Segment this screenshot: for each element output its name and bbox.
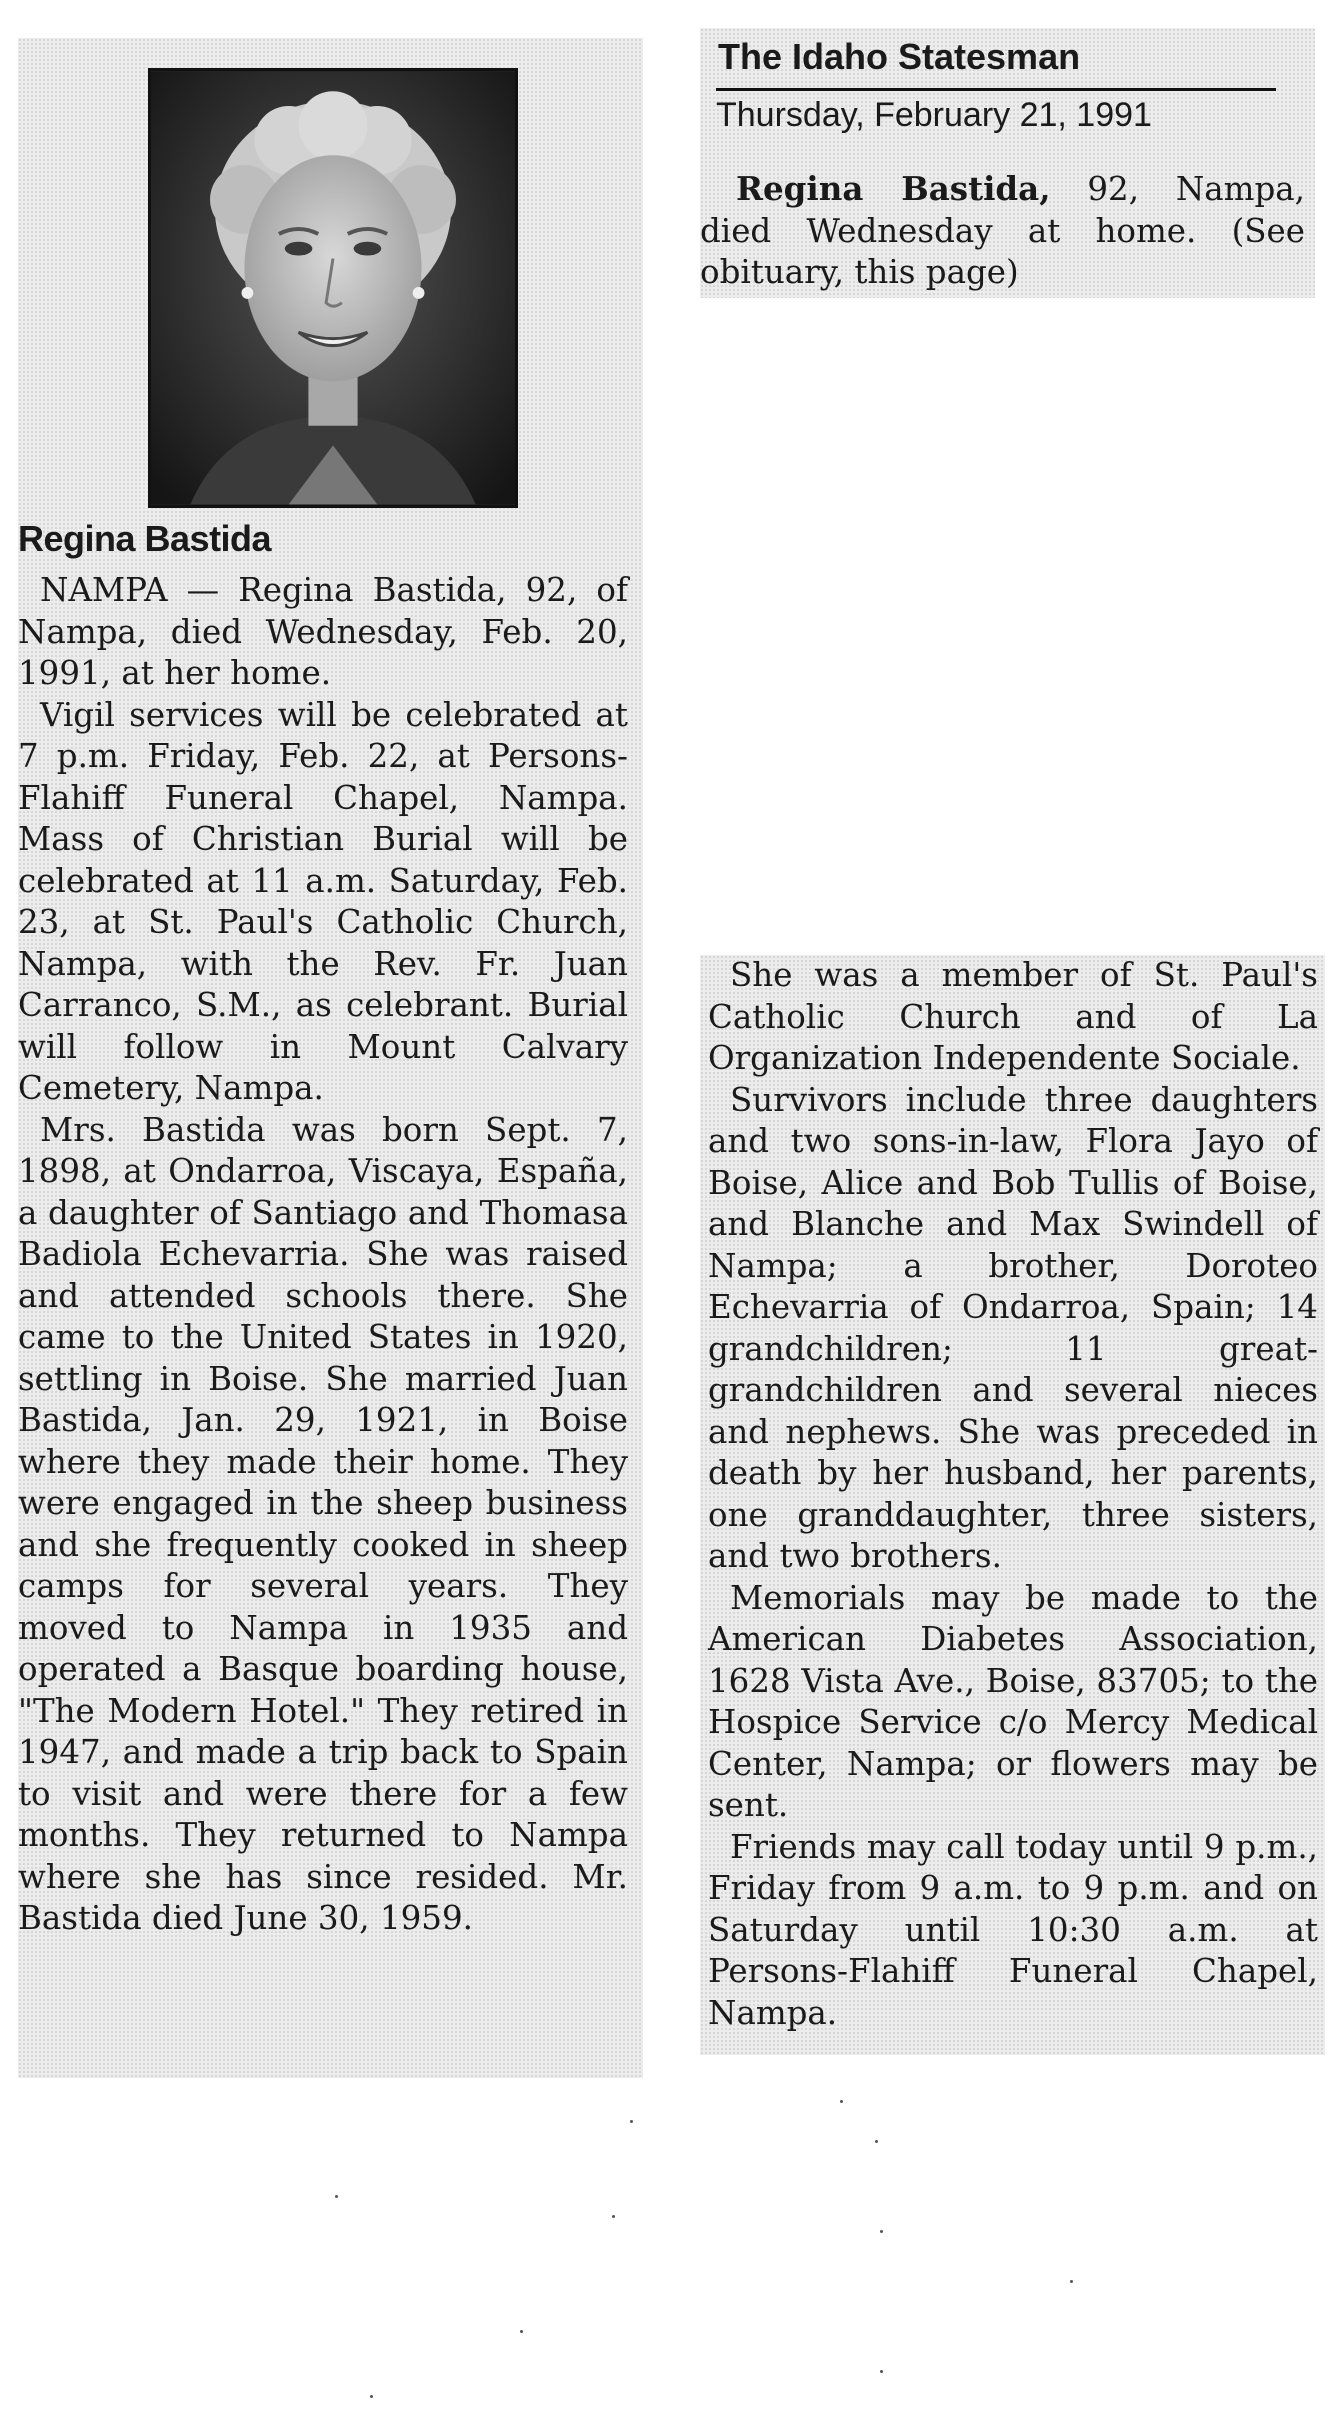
- scan-speck: [520, 2330, 523, 2333]
- obituary-paragraph: She was a member of St. Paul's Catholic Church and of La Organization Independente Sociale.: [708, 956, 1318, 1077]
- obituary-paragraph: NAMPA — Regina Bastida, 92, of Nampa, died Wednesday, Feb. 20, 1991, at her home.: [18, 571, 628, 692]
- newspaper-masthead: The Idaho Statesman: [718, 36, 1081, 77]
- obituary-paragraph: Friends may call today until 9 p.m., Friday from 9 a.m. to 9 p.m. and on Saturday until 10:30 a.m. at Persons-Flahiff Funeral Chapel, Nampa.: [708, 1827, 1318, 2032]
- obituary-left-clipping: [18, 38, 643, 2078]
- scan-speck: [875, 2140, 878, 2143]
- scan-speck: [1070, 2280, 1073, 2283]
- scan-speck: [840, 2100, 843, 2103]
- masthead-divider: [716, 88, 1276, 91]
- obituary-paragraph: Survivors include three daughters and two sons-in-law, Flora Jayo of Boise, Alice and Bob Tullis of Boise, and Blanche and Max Swindell of Nampa; a brother, Doroteo Echevarria of Ondarroa, Spain; 14 grandchildren; 11 great-grandchildren and several nieces and nephews. She was preceded in death by her husband, her parents, one granddaughter, three sisters, and two brothers.: [708, 1080, 1318, 1575]
- death-notice-text: 92, Nampa, died Wednesday at home. (See obituary, this page): [700, 170, 1305, 291]
- obituary-right-clipping: [700, 955, 1325, 2055]
- death-notice-clipping: [700, 28, 1315, 298]
- obituary-headline: Regina Bastida: [18, 518, 272, 559]
- death-notice: [700, 168, 1305, 294]
- obituary-paragraph: Vigil services will be celebrated at 7 p.m. Friday, Feb. 22, at Persons-Flahiff Funeral Chapel, Nampa. Mass of Christian Burial will be celebrated at 11 a.m. Saturday, Feb. 23, at St. Paul's Catholic Church, Nampa, with the Rev. Fr. Juan Carranco, S.M., as celebrant. Burial will follow in Mount Calvary Cemetery, Nampa.: [18, 695, 628, 1107]
- portrait-photo-graphic: [151, 71, 515, 505]
- scan-speck: [880, 2370, 883, 2373]
- death-notice-name: Regina Bastida,: [736, 169, 1051, 208]
- obituary-body-right: [708, 955, 1318, 2034]
- newspaper-dateline: Thursday, February 21, 1991: [716, 96, 1152, 134]
- scan-speck: [612, 2215, 615, 2218]
- obituary-paragraph: Memorials may be made to the American Diabetes Association, 1628 Vista Ave., Boise, 83705; to the Hospice Service c/o Mercy Medical Center, Nampa; or flowers may be sent.: [708, 1578, 1318, 1824]
- obituary-paragraph: Mrs. Bastida was born Sept. 7, 1898, at Ondarroa, Viscaya, España, a daughter of Santiago and Thomasa Badiola Echevarria. She was raised and attended schools there. She came to the United States in 1920, settling in Boise. She married Juan Bastida, Jan. 29, 1921, in Boise where they made their home. They were engaged in the sheep business and she frequently cooked in sheep camps for several years. They moved to Nampa in 1935 and operated a Basque boarding house, "The Modern Hotel." They retired in 1947, and made a trip back to Spain to visit and were there for a few months. They returned to Nampa where she has since resided. Mr. Bastida died June 30, 1959.: [18, 1110, 628, 1937]
- portrait-photo: [148, 68, 518, 508]
- scan-speck: [630, 2120, 633, 2123]
- scan-speck: [370, 2395, 373, 2398]
- scan-speck: [880, 2230, 883, 2233]
- obituary-body-left: [18, 570, 628, 1940]
- scan-speck: [335, 2195, 338, 2198]
